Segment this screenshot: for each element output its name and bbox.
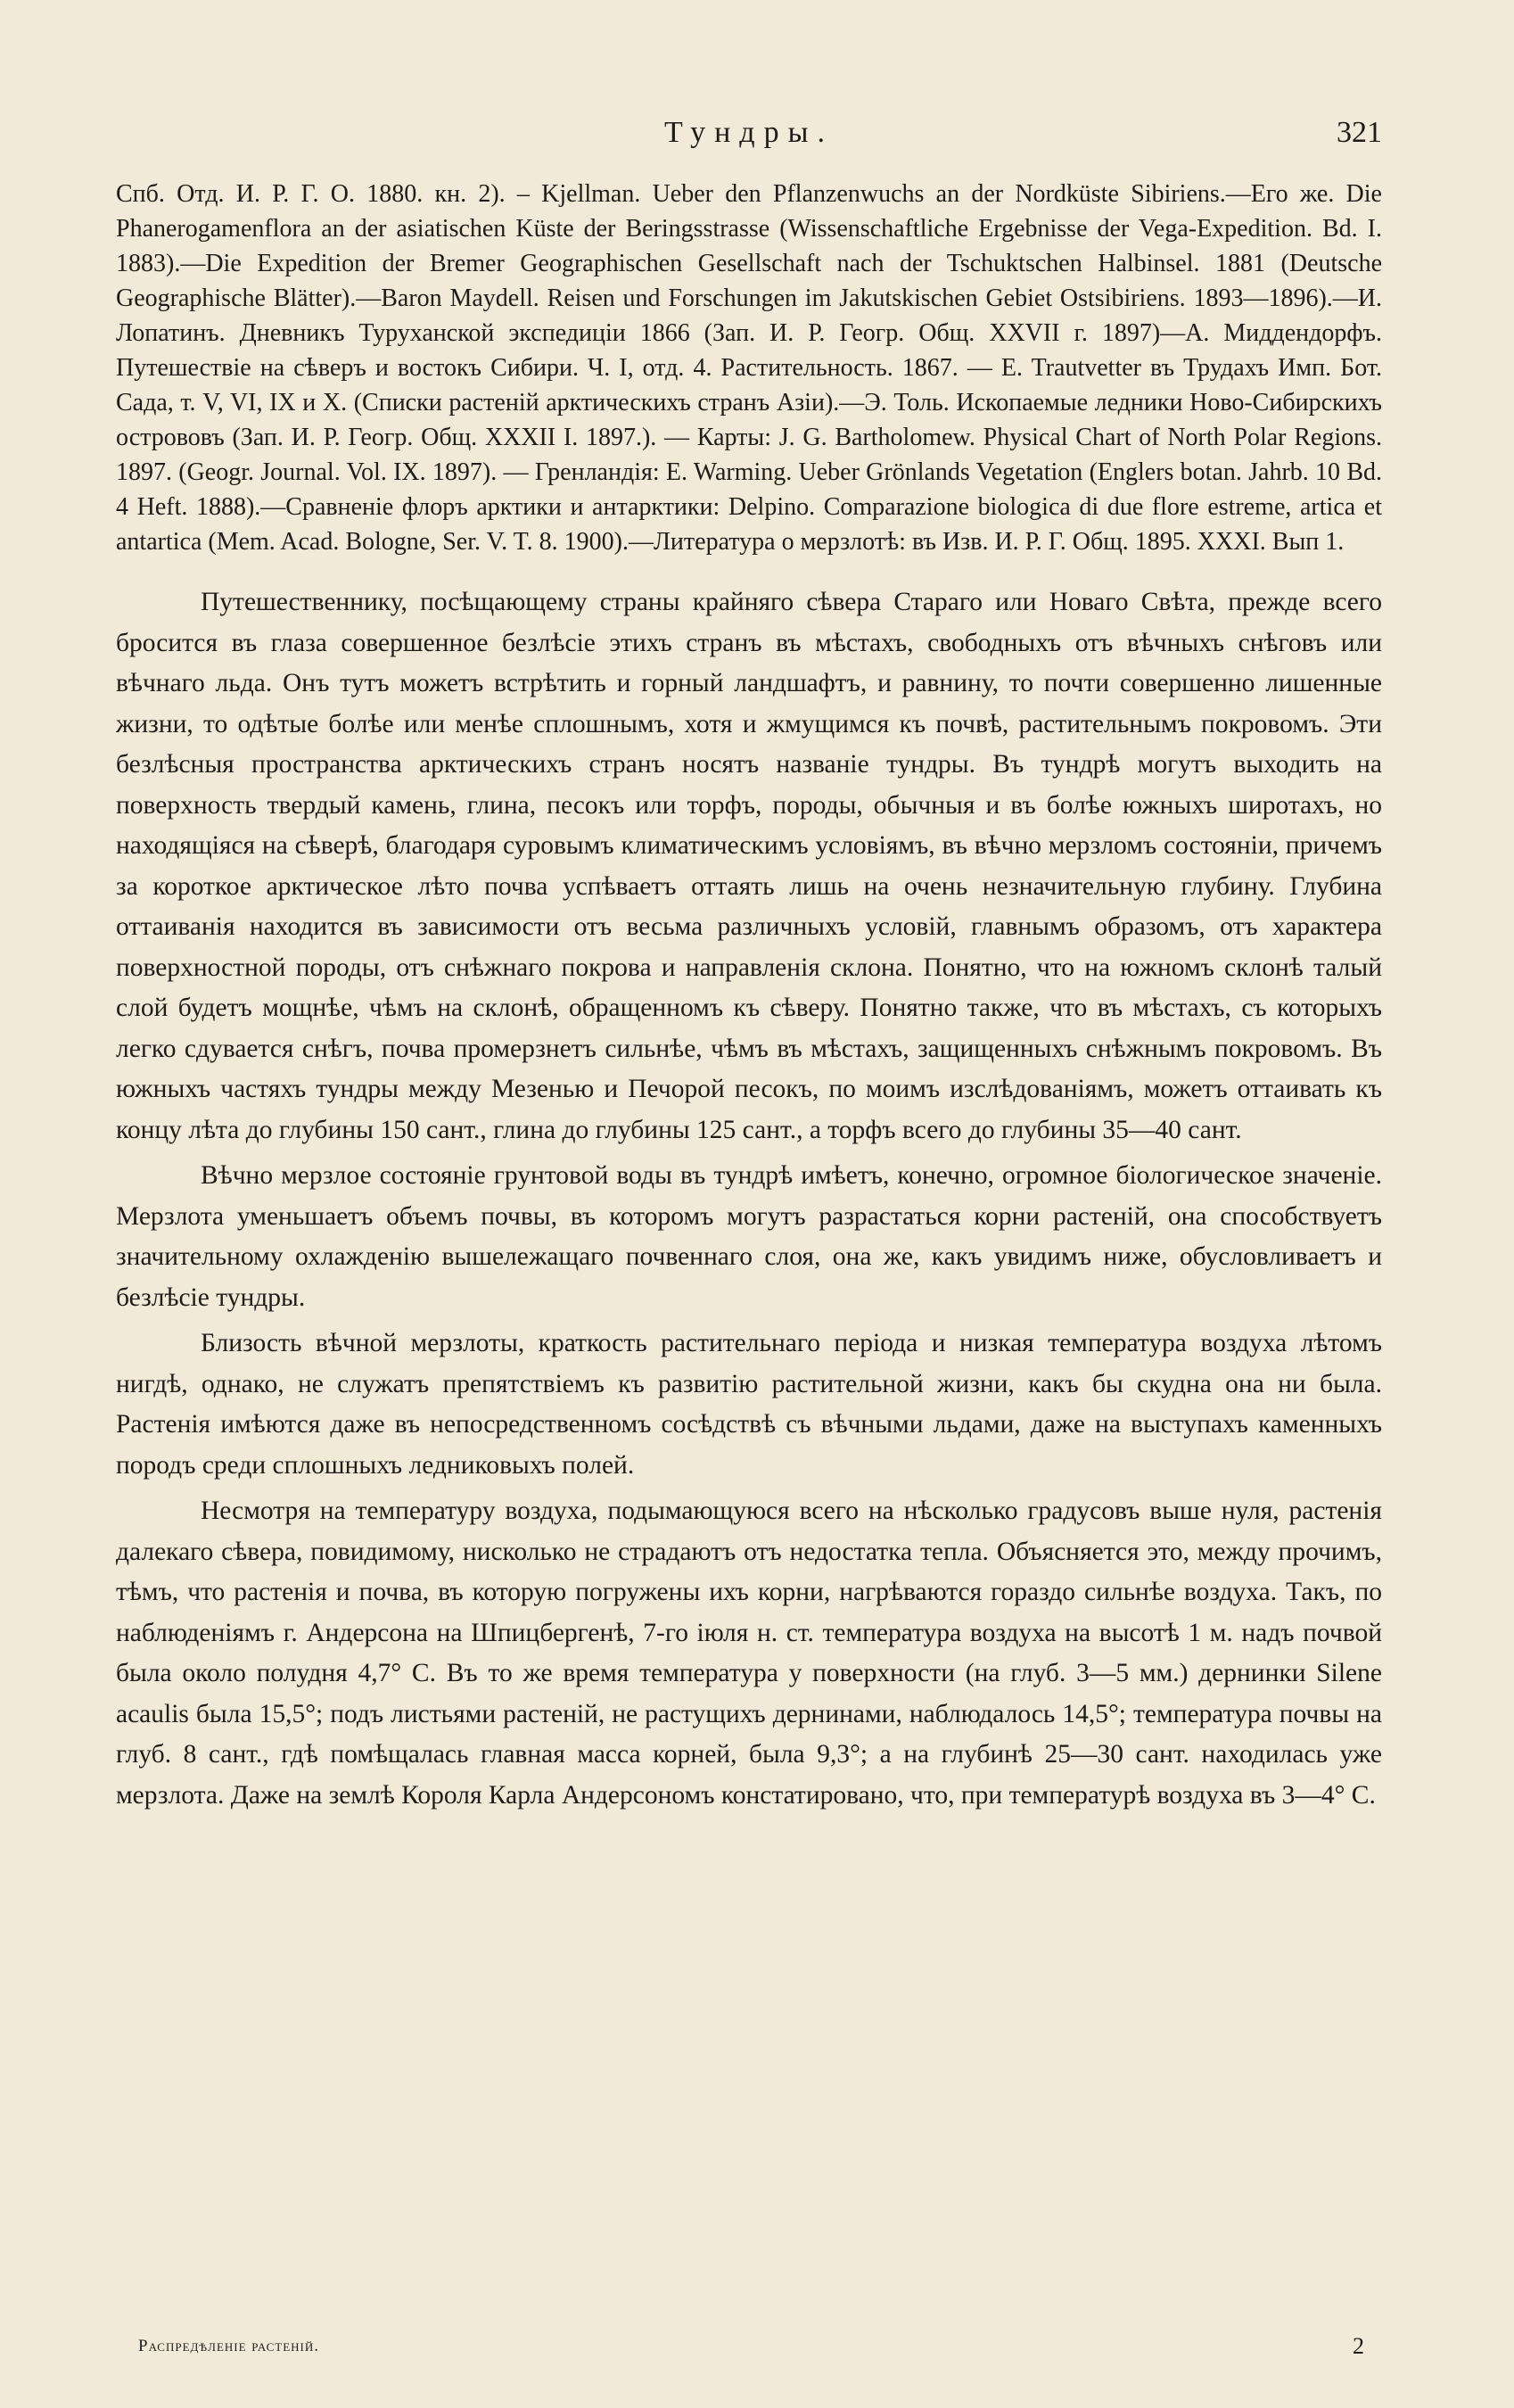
sheet-number: 2	[1353, 2333, 1364, 2359]
running-title: Тундры.	[664, 116, 834, 149]
page-number: 321	[1337, 116, 1382, 149]
bibliography-block: Спб. Отд. И. Р. Г. О. 1880. кн. 2). – Kjellman. Ueber den Pflanzenwuchs an der Nordküste Sibiriens.—Его же. Die Phanerogamenflora an der asiatischen Küste der Beringsstrasse (Wissenschaftliche Ergebnisse der Vega-Expedition. Bd. I. 1883).—Die Expedition der Bremer Geographischen Gesellschaft nach der Tschuktschen Halbinsel. 1881 (Deutsche Geographische Blätter).—Baron Maydell. Reisen und Forschungen im Jakutskischen Gebiet Ostsibiriens. 1893—1896).—И. Лопатинъ. Дневникъ Туруханской экспедиціи 1866 (Зап. И. Р. Геогр. Общ. XXVII г. 1897)—А. Миддендорфъ. Путешествіе на сѣверъ и востокъ Сибири. Ч. I, отд. 4. Растительность. 1867. — E. Trautvetter въ Трудахъ Имп. Бот. Сада, т. V, VI, IX и X. (Списки растеній арктическихъ странъ Азіи).—Э. Толь. Ископаемые ледники Ново-Сибирскихъ острововъ (Зап. И. Р. Геогр. Общ. XXXII I. 1897.). — Карты: J. G. Bartholomew. Physical Chart of North Polar Regions. 1897. (Geogr. Journal. Vol. IX. 1897). — Гренландія: E. Warming. Ueber Grönlands Vegetation (Englers botan. Jahrb. 10 Bd. 4 Heft. 1888).—Сравненіе флоръ арктики и антарктики: Delpino. Comparazione biologica di due flore estreme, artica et antartica (Mem. Acad. Bologne, Ser. V. T. 8. 1900).—Литература о мерзлотѣ: въ Изв. И. Р. Г. Общ. 1895. XXXI. Вып 1.	[116, 180, 1382, 556]
book-page	[116, 107, 1382, 2372]
page-footer	[116, 2333, 1382, 2372]
page-header	[116, 107, 1382, 169]
paragraph: Близость вѣчной мерзлоты, краткость растительнаго періода и низкая температура воздуха лѣтомъ нигдѣ, однако, не служатъ препятствіемъ къ развитію растительной жизни, какъ бы скудна она ни была. Растенія имѣются даже въ непосредственномъ сосѣдствѣ съ вѣчными льдами, даже на выступахъ каменныхъ породъ среди сплошныхъ ледниковыхъ полей.	[116, 1329, 1382, 1480]
signature-mark: Распредѣленіе растеній.	[138, 2337, 320, 2355]
main-text	[116, 582, 1382, 1816]
paragraph: Путешественнику, посѣщающему страны крайняго сѣвера Стараго или Новаго Свѣта, прежде всего бросится въ глаза совершенное безлѣсіе этихъ странъ въ мѣстахъ, свободныхъ отъ вѣчныхъ снѣговъ или вѣчнаго льда. Онъ тутъ можетъ встрѣтить и горный ландшафтъ, и равнину, то почти совершенно лишенные жизни, то одѣтые болѣе или менѣе сплошнымъ, хотя и жмущимся къ почвѣ, растительнымъ покровомъ. Эти безлѣсныя пространства арктическихъ странъ носятъ названіе тундры. Въ тундрѣ могутъ выходить на поверхность твердый камень, глина, песокъ или торфъ, породы, обычныя и въ болѣе южныхъ широтахъ, но находящіяся на сѣверѣ, благодаря суровымъ климатическимъ условіямъ, въ вѣчно мерзломъ состояніи, причемъ за короткое арктическое лѣто почва успѣваетъ оттаять лишь на очень незначительную глубину. Глубина оттаиванія находится въ зависимости отъ весьма различныхъ условій, главнымъ образомъ, отъ характера поверхностной породы, отъ снѣжнаго покрова и направленія склона. Понятно, что на южномъ склонѣ талый слой будетъ мощнѣе, чѣмъ на склонѣ, обращенномъ къ сѣверу. Понятно также, что въ мѣстахъ, съ которыхъ легко сдувается снѣгъ, почва промерзнетъ сильнѣе, чѣмъ въ мѣстахъ, защищенныхъ снѣжнымъ покровомъ. Въ южныхъ частяхъ тундры между Мезенью и Печорой песокъ, по моимъ изслѣдованіямъ, можетъ оттаивать къ концу лѣта до глубины 150 сант., глина до глубины 125 сант., а торфъ всего до глубины 35—40 сант.	[116, 588, 1382, 1144]
paragraph: Несмотря на температуру воздуха, подымающуюся всего на нѣсколько градусовъ выше нуля, растенія далекаго сѣвера, повидимому, нисколько не страдаютъ отъ недостатка тепла. Объясняется это, между прочимъ, тѣмъ, что растенія и почва, въ которую погружены ихъ корни, нагрѣваются гораздо сильнѣе воздуха. Такъ, по наблюденіямъ г. Андерсона на Шпицбергенѣ, 7-го іюля н. ст. температура воздуха на высотѣ 1 м. надъ почвой была около полудня 4,7° С. Въ то же время температура у поверхности (на глуб. 3—5 мм.) дернинки Silene acaulis была 15,5°; подъ листьями растеній, не растущихъ дернинами, наблюдалось 14,5°; температура почвы на глуб. 8 сант., гдѣ помѣщалась главная масса корней, была 9,3°; а на глубинѣ 25—30 сант. находилась уже мерзлота. Даже на землѣ Короля Карла Андерсономъ констатировано, что, при температурѣ воздуха въ 3—4° С.	[116, 1497, 1382, 1810]
paragraph: Вѣчно мерзлое состояніе грунтовой воды въ тундрѣ имѣетъ, конечно, огромное біологическое значеніе. Мерзлота уменьшаетъ объемъ почвы, въ которомъ могутъ разрастаться корни растеній, она способствуетъ значительному охлажденію вышележащаго почвеннаго слоя, она же, какъ увидимъ ниже, обусловливаетъ и безлѣсіе тундры.	[116, 1161, 1382, 1312]
